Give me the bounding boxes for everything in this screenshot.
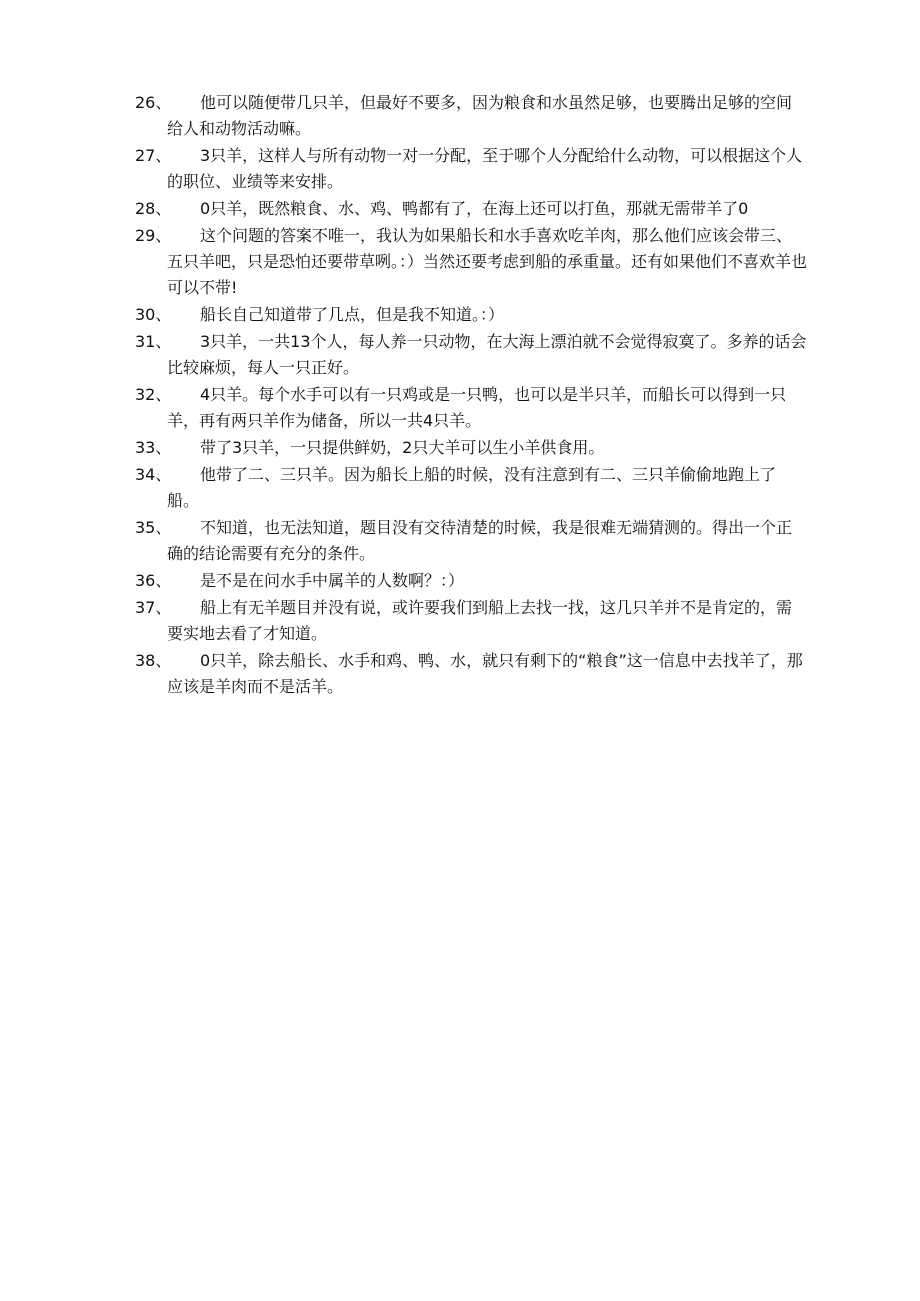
list-item [0, 329, 920, 381]
item-number: 34、 [135, 465, 172, 484]
item-text: 不知道，也无法知道，题目没有交待清楚的时候，我是很难无端猜测的。得出一个正确的结论需要有充分的条件。 [167, 518, 793, 563]
item-text: 3只羊，这样人与所有动物一对一分配，至于哪个人分配给什么动物，可以根据这个人的职位、业绩等来安排。 [167, 146, 803, 191]
item-text: 他带了二、三只羊。因为船长上船的时候，没有注意到有二、三只羊偷偷地跑上了船。 [167, 465, 777, 510]
list-item [0, 302, 920, 328]
list-item [0, 143, 920, 195]
item-number: 32、 [135, 385, 172, 404]
item-text: 3只羊，一共13个人，每人养一只动物，在大海上漂泊就不会觉得寂寞了。多养的话会比较麻烦，每人一只正好。 [167, 332, 807, 377]
list-item [0, 595, 920, 647]
item-text: 0只羊，既然粮食、水、鸡、鸭都有了，在海上还可以打鱼，那就无需带羊了0 [200, 199, 749, 218]
list-item [0, 382, 920, 434]
item-number: 36、 [135, 571, 172, 590]
item-number: 26、 [135, 93, 172, 112]
item-text: 是不是在问水手中属羊的人数啊？：） [200, 571, 465, 590]
answer-list [0, 90, 920, 701]
item-number: 33、 [135, 438, 172, 457]
item-text: 船长自己知道带了几点，但是我不知道。：） [200, 305, 505, 324]
list-item [0, 568, 920, 594]
list-item [0, 515, 920, 567]
list-item [0, 90, 920, 142]
item-number: 29、 [135, 226, 172, 245]
item-number: 35、 [135, 518, 172, 537]
item-number: 30、 [135, 305, 172, 324]
item-text: 这个问题的答案不唯一，我认为如果船长和水手喜欢吃羊肉，那么他们应该会带三、五只羊吧，只是恐怕还要带草咧。：）当然还要考虑到船的承重量。还有如果他们不喜欢羊也可以不带! [167, 226, 808, 297]
item-text: 4只羊。每个水手可以有一只鸡或是一只鸭，也可以是半只羊，而船长可以得到一只羊，再有两只羊作为储备，所以一共4只羊。 [167, 385, 787, 430]
item-text: 带了3只羊，一只提供鲜奶，2只大羊可以生小羊供食用。 [200, 438, 605, 457]
item-number: 27、 [135, 146, 172, 165]
item-text: 船上有无羊题目并没有说，或许要我们到船上去找一找，这几只羊并不是肯定的，需要实地去看了才知道。 [167, 598, 793, 643]
list-item [0, 435, 920, 461]
item-number: 37、 [135, 598, 172, 617]
list-item [0, 648, 920, 700]
item-number: 28、 [135, 199, 172, 218]
list-item [0, 223, 920, 301]
item-number: 31、 [135, 332, 172, 351]
list-item [0, 196, 920, 222]
item-text: 0只羊，除去船长、水手和鸡、鸭、水，就只有剩下的“粮食”这一信息中去找羊了，那应该是羊肉而不是活羊。 [167, 651, 803, 696]
list-item [0, 462, 920, 514]
item-text: 他可以随便带几只羊，但最好不要多，因为粮食和水虽然足够，也要腾出足够的空间给人和动物活动嘛。 [167, 93, 793, 138]
item-number: 38、 [135, 651, 172, 670]
